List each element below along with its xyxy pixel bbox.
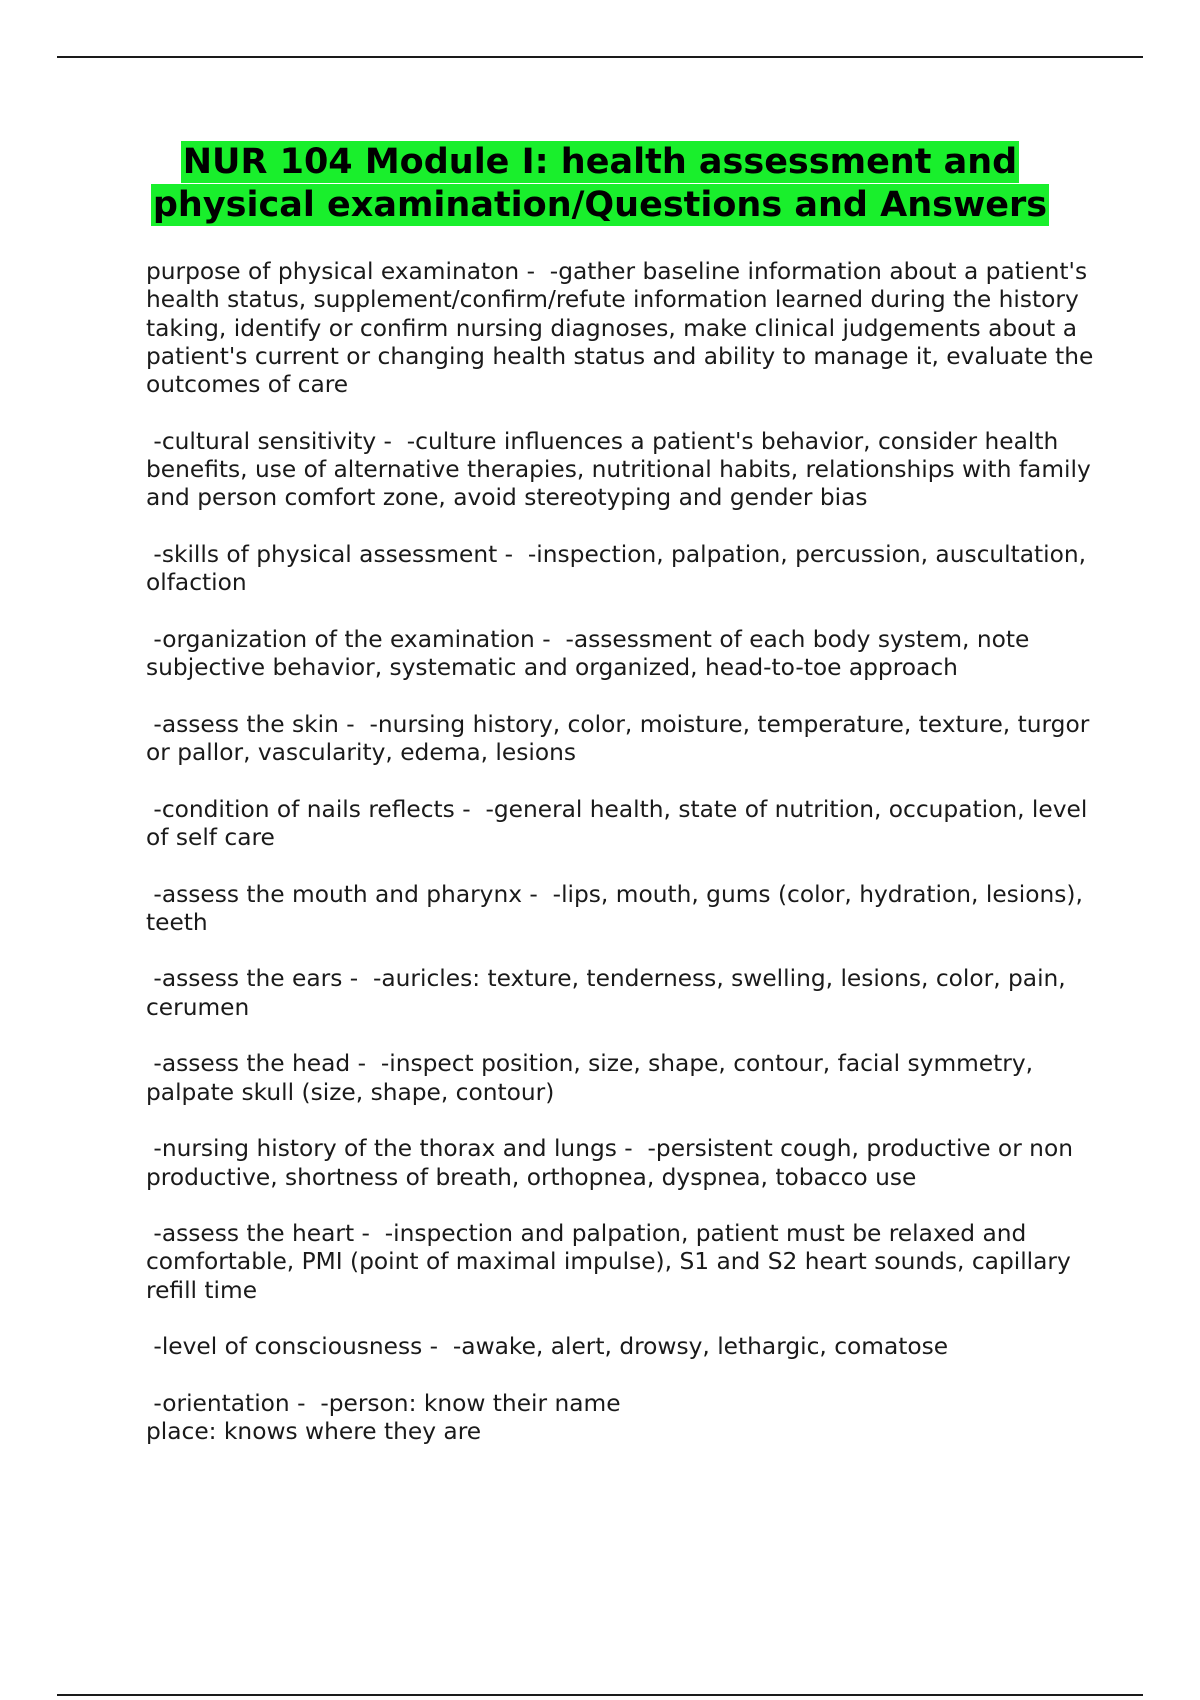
qa-definition: -inspection, palpation, percussion, auscultation, olfaction	[146, 540, 1094, 597]
qa-term: -cultural sensitivity	[146, 427, 377, 455]
qa-term: -skills of physical assessment	[146, 540, 498, 568]
bottom-rule	[57, 1694, 1143, 1696]
qa-definition: -inspect position, size, shape, contour, facial symmetry, palpate skull (size, shape, contour)	[146, 1050, 1041, 1106]
qa-entry: -nursing history of the thorax and lungs - -persistent cough, productive or non productive, shortness of breath, orthopnea, dyspnea, tobacco use	[146, 1135, 1081, 1191]
qa-definition: -gather baseline information about a patient's health status, supplement/confirm/refute information learned during the history taking, identify or confirm nursing diagnoses, make clinical judgements about a patient's current or changing health status and ability to manage it, evaluate the outcomes of care	[146, 258, 1101, 399]
top-rule	[57, 56, 1143, 58]
qa-definition: -persistent cough, productive or non productive, shortness of breath, orthopnea, dyspnea, tobacco use	[146, 1135, 1081, 1191]
qa-definition: -general health, state of nutrition, occupation, level of self care	[146, 795, 1095, 851]
qa-entry: -assess the head - -inspect position, size, shape, contour, facial symmetry, palpate skull (size, shape, contour)	[146, 1050, 1041, 1106]
qa-term: -assess the heart	[146, 1220, 355, 1248]
qa-entry: -level of consciousness - -awake, alert, drowsy, lethargic, comatose	[146, 1333, 949, 1361]
qa-term: -assess the skin	[146, 710, 339, 738]
qa-term: -assess the ears	[146, 965, 343, 993]
qa-term: -level of consciousness	[146, 1333, 423, 1361]
qa-entry: -assess the ears - -auricles: texture, tenderness, swelling, lesions, color, pain, cerumen	[146, 965, 1074, 1021]
qa-definition: -culture influences a patient's behavior, consider health benefits, use of alternative therapies, nutritional habits, relationships with family and person comfort zone, avoid stereotyping and gender bias	[146, 427, 1099, 512]
qa-definition: -inspection and palpation, patient must be relaxed and comfortable, PMI (point of maximal impulse), S1 and S2 heart sounds, capillary refill time	[146, 1220, 1079, 1304]
qa-term: -condition of nails reflects	[146, 795, 455, 823]
qa-entry: purpose of physical examinaton - -gather baseline information about a patient's health status, supplement/confirm/refute information learned during the history taking, identify or confirm nursing diagnoses, make clinical judgements about a patient's current or changing health status and ability to manage it, evaluate the outcomes of care	[146, 258, 1101, 399]
qa-entry: -organization of the examination - -assessment of each body system, note subjective behavior, systematic and organized, head-to-toe approach	[146, 625, 1037, 682]
qa-definition: -auricles: texture, tenderness, swelling, lesions, color, pain, cerumen	[146, 965, 1074, 1021]
qa-list	[146, 258, 1101, 1475]
qa-definition: -assessment of each body system, note subjective behavior, systematic and organized, head-to-toe approach	[146, 625, 1037, 682]
qa-definition-continuation: place: knows where they are	[146, 1418, 482, 1446]
qa-definition: -nursing history, color, moisture, temperature, texture, turgor or pallor, vascularity, edema, lesions	[146, 710, 1097, 767]
qa-term: -assess the mouth and pharynx	[146, 880, 523, 908]
qa-definition: -person: know their name	[320, 1389, 621, 1417]
qa-entry: -skills of physical assessment - -inspection, palpation, percussion, auscultation, olfaction	[146, 540, 1094, 597]
qa-entry: -orientation - -person: know their name place: knows where they are	[146, 1390, 1096, 1447]
title-line-1: NUR 104 Module I: health assessment and	[182, 142, 1018, 182]
qa-term: -nursing history of the thorax and lungs	[146, 1135, 617, 1163]
qa-term: -organization of the examination	[146, 625, 535, 653]
qa-entry: -assess the mouth and pharynx - -lips, mouth, gums (color, hydration, lesions), teeth	[146, 880, 1091, 936]
qa-entry: -cultural sensitivity - -culture influences a patient's behavior, consider health benefits, use of alternative therapies, nutritional habits, relationships with family and person comfort zone, avoid stereotyping and gender bias	[146, 427, 1099, 512]
document-title	[100, 141, 1100, 227]
qa-definition: -lips, mouth, gums (color, hydration, lesions), teeth	[146, 880, 1091, 936]
qa-term: -assess the head	[146, 1050, 351, 1078]
title-line-2: physical examination/Questions and Answers	[152, 185, 1048, 225]
qa-entry: -assess the heart - -inspection and palpation, patient must be relaxed and comfortable, PMI (point of maximal impulse), S1 and S2 heart sounds, capillary refill time	[146, 1220, 1079, 1304]
qa-definition: -awake, alert, drowsy, lethargic, comatose	[452, 1333, 949, 1361]
qa-entry: -assess the skin - -nursing history, color, moisture, temperature, texture, turgor or pallor, vascularity, edema, lesions	[146, 710, 1097, 767]
qa-entry: -condition of nails reflects - -general health, state of nutrition, occupation, level of self care	[146, 795, 1095, 851]
qa-term: purpose of physical examinaton	[146, 258, 520, 285]
qa-term: -orientation	[146, 1389, 290, 1417]
